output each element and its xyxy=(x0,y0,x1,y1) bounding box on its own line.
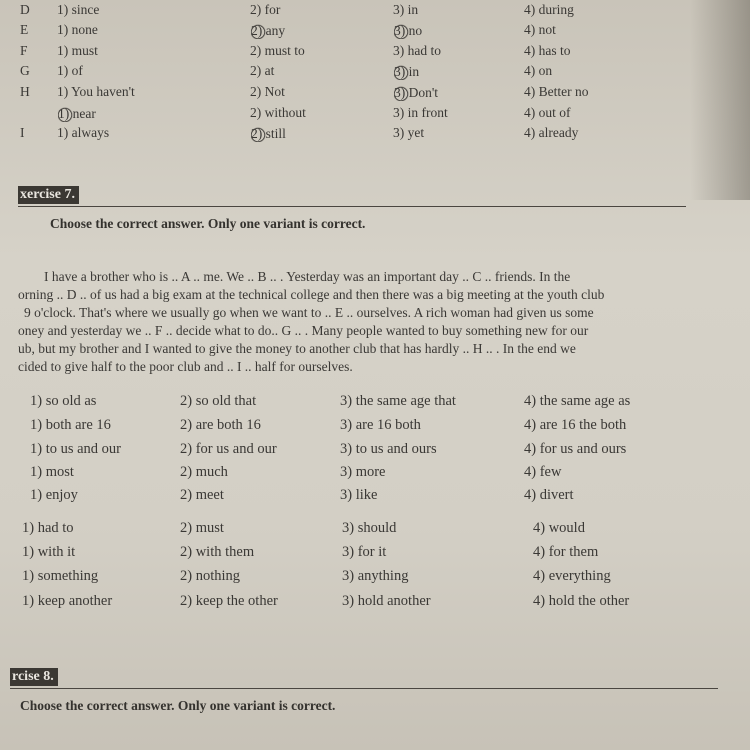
answer-option[interactable]: 1) both are 16 xyxy=(30,417,111,433)
answer-option[interactable]: 4) everything xyxy=(533,568,611,584)
answer-option[interactable]: 3) hold another xyxy=(342,593,431,609)
answer-option[interactable]: 2) keep the other xyxy=(180,593,278,609)
exercise-7-paragraph xyxy=(18,268,698,376)
exercise-7-rule xyxy=(18,206,686,207)
answer-option[interactable]: 2) must xyxy=(180,520,224,536)
answer-option[interactable]: 3) should xyxy=(342,520,397,536)
answer-option[interactable]: 3) anything xyxy=(342,568,409,584)
answer-option[interactable]: 4) already xyxy=(524,125,579,140)
answer-option[interactable]: 2) meet xyxy=(180,487,224,503)
answer-option[interactable]: 3) the same age that xyxy=(340,393,456,409)
exercise-7-instruction: Choose the correct answer. Only one variant is correct. xyxy=(50,216,366,231)
answer-option[interactable]: 2) nothing xyxy=(180,568,241,584)
answer-option[interactable]: 1) enjoy xyxy=(30,487,78,503)
option-row xyxy=(0,22,750,42)
row-letter: F xyxy=(20,43,28,58)
answer-option[interactable]: 4) few xyxy=(524,464,562,480)
answer-option[interactable]: 4) for them xyxy=(533,544,599,560)
answer-option[interactable]: 1) keep another xyxy=(22,593,113,609)
answer-option[interactable]: 4) has to xyxy=(524,43,571,58)
answer-option[interactable]: 4) Better no xyxy=(524,84,589,99)
exercise-8-instruction: Choose the correct answer. Only one variant is correct. xyxy=(20,698,336,713)
option-row xyxy=(0,105,750,125)
option-row xyxy=(0,43,750,63)
answer-option[interactable]: 2) without xyxy=(250,105,306,120)
row-letter: D xyxy=(20,2,30,17)
answer-option[interactable]: 4) not xyxy=(524,22,556,37)
answer-option[interactable]: 1) had to xyxy=(22,520,74,536)
exercise-8-label: rcise 8. xyxy=(10,668,58,686)
answer-option[interactable]: 2) for xyxy=(250,2,281,17)
row-letter: G xyxy=(20,63,30,78)
answer-option[interactable]: 3) Don't xyxy=(394,85,439,100)
answer-option[interactable]: 1) near xyxy=(58,106,96,121)
answer-option[interactable]: 2) any xyxy=(251,23,286,38)
answer-option[interactable]: 1) You haven't xyxy=(57,84,135,99)
answer-option[interactable]: 3) to us and ours xyxy=(340,441,437,457)
answer-option[interactable]: 3) for it xyxy=(342,544,387,560)
answer-option[interactable]: 2) still xyxy=(251,126,286,141)
answer-option[interactable]: 2) with them xyxy=(180,544,255,560)
paragraph-line: I have a brother who is .. A .. me. We .. B .. . Yesterday was an important day .. C .. friends. In the xyxy=(44,269,571,284)
option-row xyxy=(0,2,750,22)
answer-option[interactable]: 2) much xyxy=(180,464,228,480)
answer-option[interactable]: 1) with it xyxy=(22,544,76,560)
answer-option[interactable]: 1) something xyxy=(22,568,99,584)
answer-option[interactable]: 3) more xyxy=(340,464,386,480)
answer-option[interactable]: 4) would xyxy=(533,520,585,536)
answer-option[interactable]: 3) like xyxy=(340,487,378,503)
answer-option[interactable]: 1) most xyxy=(30,464,74,480)
row-letter: H xyxy=(20,84,30,99)
answer-option[interactable]: 3) are 16 both xyxy=(340,417,421,433)
answer-option[interactable]: 3) yet xyxy=(393,125,425,140)
row-letter: E xyxy=(20,22,29,37)
answer-option[interactable]: 1) none xyxy=(57,22,98,37)
answer-option[interactable]: 4) hold the other xyxy=(533,593,630,609)
answer-option[interactable]: 1) so old as xyxy=(30,393,97,409)
answer-option[interactable]: 4) during xyxy=(524,2,574,17)
option-row xyxy=(0,63,750,83)
option-row xyxy=(0,84,750,104)
answer-option[interactable]: 1) must xyxy=(57,43,98,58)
answer-option[interactable]: 4) divert xyxy=(524,487,574,503)
answer-option[interactable]: 4) the same age as xyxy=(524,393,631,409)
exercise-7-label: xercise 7. xyxy=(18,186,79,204)
answer-option[interactable]: 2) Not xyxy=(250,84,285,99)
answer-option[interactable]: 3) in xyxy=(393,2,419,17)
answer-option[interactable]: 2) must to xyxy=(250,43,305,58)
paragraph-line: orning .. D .. of us had a big exam at the technical college and then there was a big meeting at the youth club xyxy=(18,287,605,302)
exercise-8-rule xyxy=(10,688,718,689)
paragraph-line: ub, but my brother and I wanted to give the money to another club that has hardly .. H .. . In the end we xyxy=(18,341,576,356)
row-letter: I xyxy=(20,125,25,140)
paragraph-line: cided to give half to the poor club and .. I .. half for ourselves. xyxy=(18,359,353,374)
answer-option[interactable]: 3) no xyxy=(394,23,423,38)
answer-option[interactable]: 4) for us and ours xyxy=(524,441,627,457)
paragraph-line: 9 o'clock. That's where we usually go when we want to .. E .. ourselves. A rich woman had given us some xyxy=(24,305,594,320)
answer-option[interactable]: 4) on xyxy=(524,63,553,78)
answer-option[interactable]: 2) are both 16 xyxy=(180,417,261,433)
answer-option[interactable]: 1) to us and our xyxy=(30,441,122,457)
answer-option[interactable]: 2) for us and our xyxy=(180,441,277,457)
answer-option[interactable]: 4) out of xyxy=(524,105,571,120)
answer-option[interactable]: 3) in front xyxy=(393,105,448,120)
paragraph-line: oney and yesterday we .. F .. decide what to do.. G .. . Many people wanted to buy something new for our xyxy=(18,323,589,338)
option-row xyxy=(0,125,750,145)
answer-option[interactable]: 2) at xyxy=(250,63,275,78)
answer-option[interactable]: 2) so old that xyxy=(180,393,257,409)
answer-option[interactable]: 1) of xyxy=(57,63,83,78)
answer-option[interactable]: 4) are 16 the both xyxy=(524,417,627,433)
answer-option[interactable]: 1) since xyxy=(57,2,100,17)
answer-option[interactable]: 1) always xyxy=(57,125,110,140)
answer-option[interactable]: 3) had to xyxy=(393,43,441,58)
answer-option[interactable]: 3) in xyxy=(394,64,420,79)
